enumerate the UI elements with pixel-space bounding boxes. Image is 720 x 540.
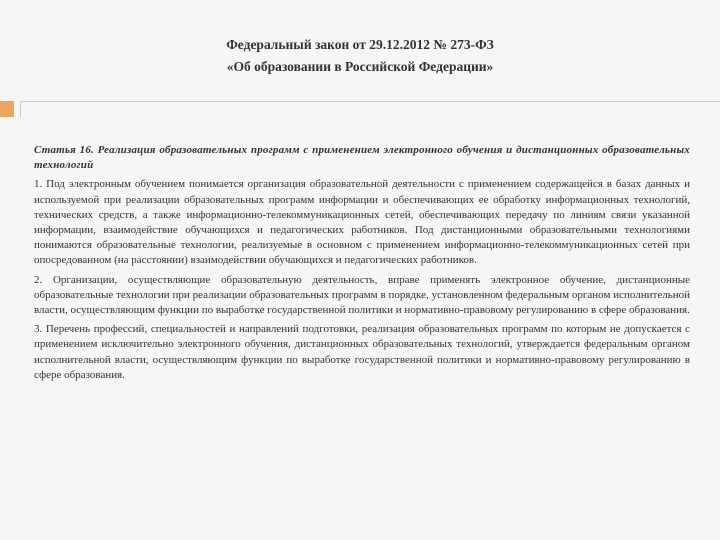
- article-paragraph-2: 2. Организации, осуществляющие образовательную деятельность, вправе применять электронное обучение, дистанционные образовательные технологии при реализации образовательных программ в порядке, установленном федеральным органом исполнительной власти, осуществляющим функции по выработке государственной политики и нормативно-правовому регулированию в сфере образования.: [34, 273, 690, 317]
- title-line-2: «Об образовании в Российской Федерации»: [226, 59, 494, 74]
- article-paragraph-3: 3. Перечень профессий, специальностей и направлений подготовки, реализация образовательных программ по которым не допускается с применением исключительно электронного обучения, дистанционных образовательных технологий, утверждается федеральным органом исполнительной власти, осуществляющим функции по выработке государственной политики и нормативно-правовому регулированию в сфере образования.: [34, 323, 690, 381]
- article-heading: Статья 16. Реализация образовательных программ с применением электронного обучения и дистанционных образовательных технологий: [34, 144, 690, 172]
- title-divider: [20, 101, 720, 117]
- accent-bar: [0, 101, 14, 117]
- article-paragraph-1: 1. Под электронным обучением понимается организация образовательной деятельности с применением содержащейся в базах данных и используемой при реализации образовательных программ информации и обеспечивающих ее обработку информационных технологий, технических средств, а также информационно-телекоммуникационных сетей, обеспечивающих передачу по линиям связи указанной информации, взаимодействие обучающихся и педагогических работников. Под дистанционными образовательными технологиями понимаются образовательные технологии, реализуемые в основном с применением информационно-телекоммуникационных сетей при опосредованном (на расстоянии) взаимодействии обучающихся и педагогических работников.: [34, 178, 690, 267]
- title-line-1: Федеральный закон от 29.12.2012 № 273-ФЗ: [226, 37, 494, 52]
- article-body: [34, 143, 690, 387]
- slide-title: [20, 34, 700, 78]
